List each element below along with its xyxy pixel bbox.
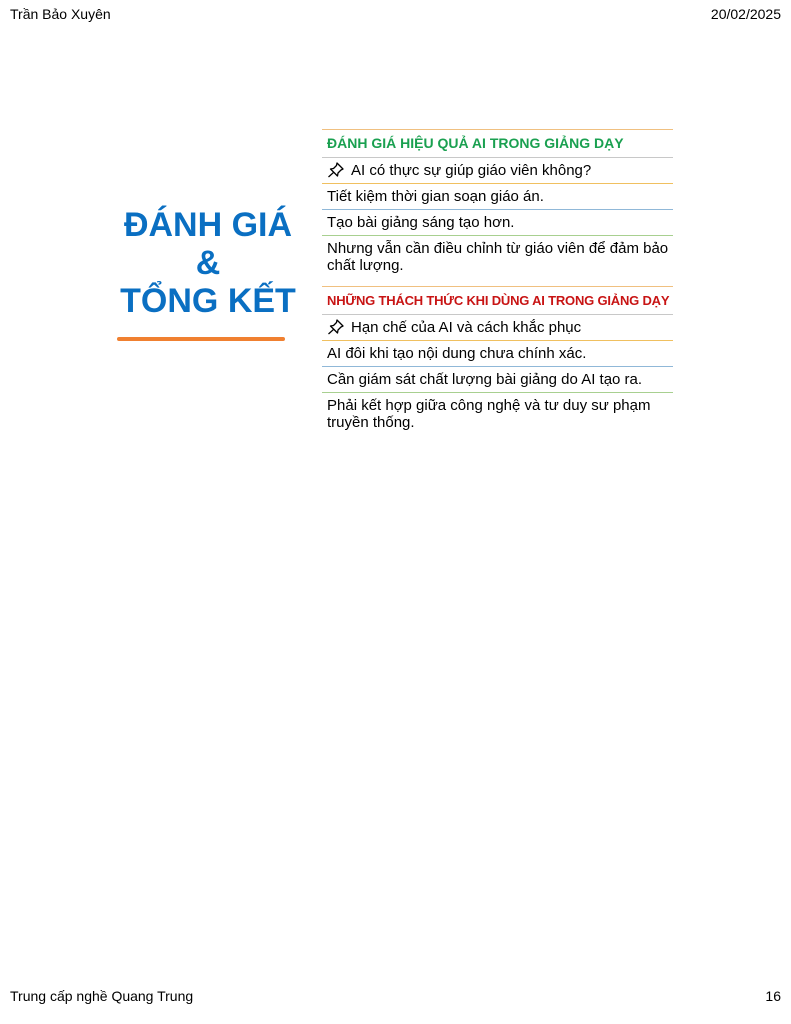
section2-item-1: AI đôi khi tạo nội dung chưa chính xác.	[322, 340, 673, 366]
section1-item-3: Nhưng vẫn cần điều chỉnh từ giáo viên để đảm bảo chất lượng.	[322, 235, 673, 286]
title-underline	[117, 337, 285, 341]
section2-question-text: Hạn chế của AI và cách khắc phục	[351, 319, 582, 336]
title-line-2: &	[195, 244, 221, 282]
section1-title: ĐÁNH GIÁ HIỆU QUẢ AI TRONG GIẢNG DẠY	[322, 129, 673, 157]
section2-question	[322, 314, 673, 340]
header-author: Trần Bảo Xuyên	[10, 6, 111, 22]
section2-item-2: Cần giám sát chất lượng bài giảng do AI tạo ra.	[322, 366, 673, 392]
section2-item-3: Phải kết hợp giữa công nghệ và tư duy sư phạm truyền thống.	[322, 392, 673, 435]
title-line-1: ĐÁNH GIÁ	[123, 206, 293, 244]
content-table	[322, 129, 673, 435]
section1-item-2: Tạo bài giảng sáng tạo hơn.	[322, 209, 673, 235]
footer-school: Trung cấp nghề Quang Trung	[10, 988, 194, 1004]
pushpin-icon	[327, 319, 345, 335]
header-date: 20/02/2025	[710, 6, 781, 22]
slide-title	[112, 206, 304, 320]
title-line-3: TỔNG KẾT	[120, 282, 296, 320]
section1-question-text: AI có thực sự giúp giáo viên không?	[351, 162, 592, 179]
pushpin-icon	[327, 162, 345, 178]
section1-item-1: Tiết kiệm thời gian soạn giáo án.	[322, 183, 673, 209]
section1-question	[322, 157, 673, 183]
footer-page-number: 16	[765, 988, 781, 1004]
section2-title: NHỮNG THÁCH THỨC KHI DÙNG AI TRONG GIẢNG DẠY	[322, 286, 673, 314]
